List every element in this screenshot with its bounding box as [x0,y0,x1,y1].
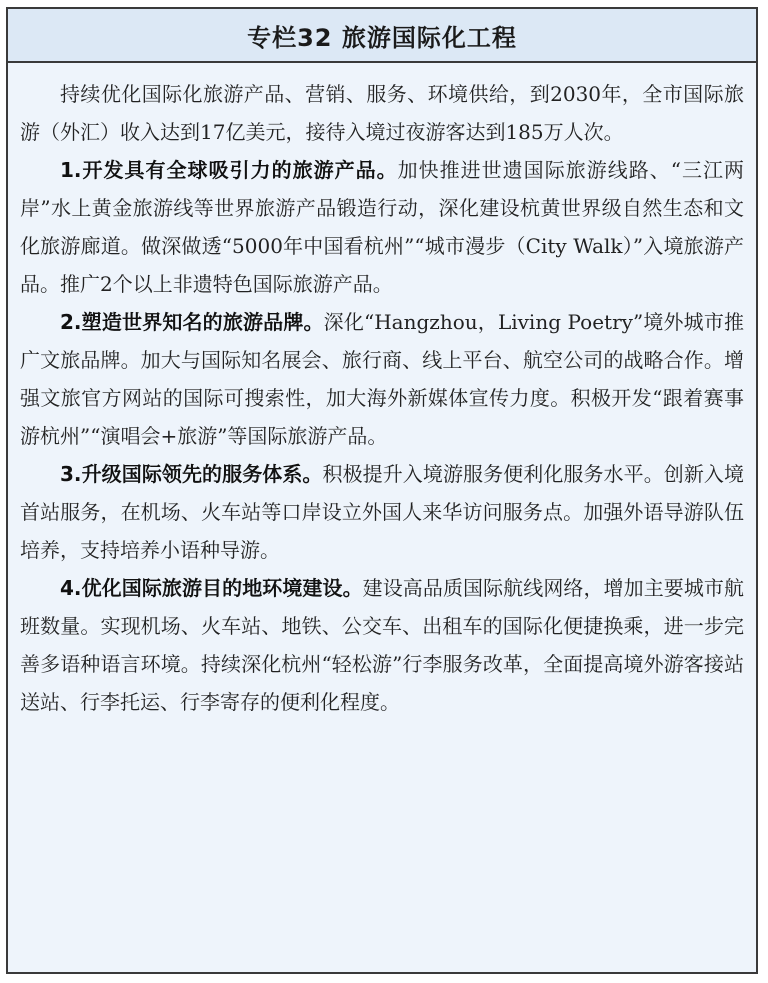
section-1-body: 加快推进世遗国际旅游线路、“三江两岸”水上黄金旅游线等世界旅游产品锻造行动，深化建设杭黄世界级自然生态和文化旅游廊道。做深做透“5000年中国看杭州”“城市漫步（City Walk）”入境旅游产品。推广2个以上非遗特色国际旅游产品。 [20,158,744,296]
section-1 [20,151,744,303]
column-title: 专栏32 旅游国际化工程 [247,23,517,52]
intro-paragraph: 持续优化国际化旅游产品、营销、服务、环境供给，到2030年，全市国际旅游（外汇）收入达到17亿美元，接待入境过夜游客达到185万人次。 [20,82,744,144]
section-2-body: 深化“Hangzhou，Living Poetry”境外城市推广文旅品牌。加大与国际知名展会、旅行商、线上平台、航空公司的战略合作。增强文旅官方网站的国际可搜索性，加大海外新媒体宣传力度。积极开发“跟着赛事游杭州”“演唱会+旅游”等国际旅游产品。 [20,310,745,448]
section-4 [20,569,744,721]
section-3-body: 积极提升入境游服务便利化服务水平。创新入境首站服务，在机场、火车站等口岸设立外国人来华访问服务点。加强外语导游队伍培养，支持培养小语种导游。 [20,462,745,562]
section-4-body: 建设高品质国际航线网络，增加主要城市航班数量。实现机场、火车站、地铁、公交车、出租车的国际化便捷换乘，进一步完善多语种语言环境。持续深化杭州“轻松游”行李服务改革，全面提高境外游客接站送站、行李托运、行李寄存的便利化程度。 [20,576,745,714]
section-2-heading: 2.塑造世界知名的旅游品牌。 [60,310,324,334]
column-content [8,63,756,721]
section-3-heading: 3.升级国际领先的服务体系。 [60,462,323,486]
section-3 [20,455,744,569]
section-2 [20,303,744,455]
title-bar [8,9,756,63]
section-1-heading: 1.开发具有全球吸引力的旅游产品。 [60,158,398,182]
section-4-heading: 4.优化国际旅游目的地环境建设。 [60,576,363,600]
column-box [6,7,758,974]
